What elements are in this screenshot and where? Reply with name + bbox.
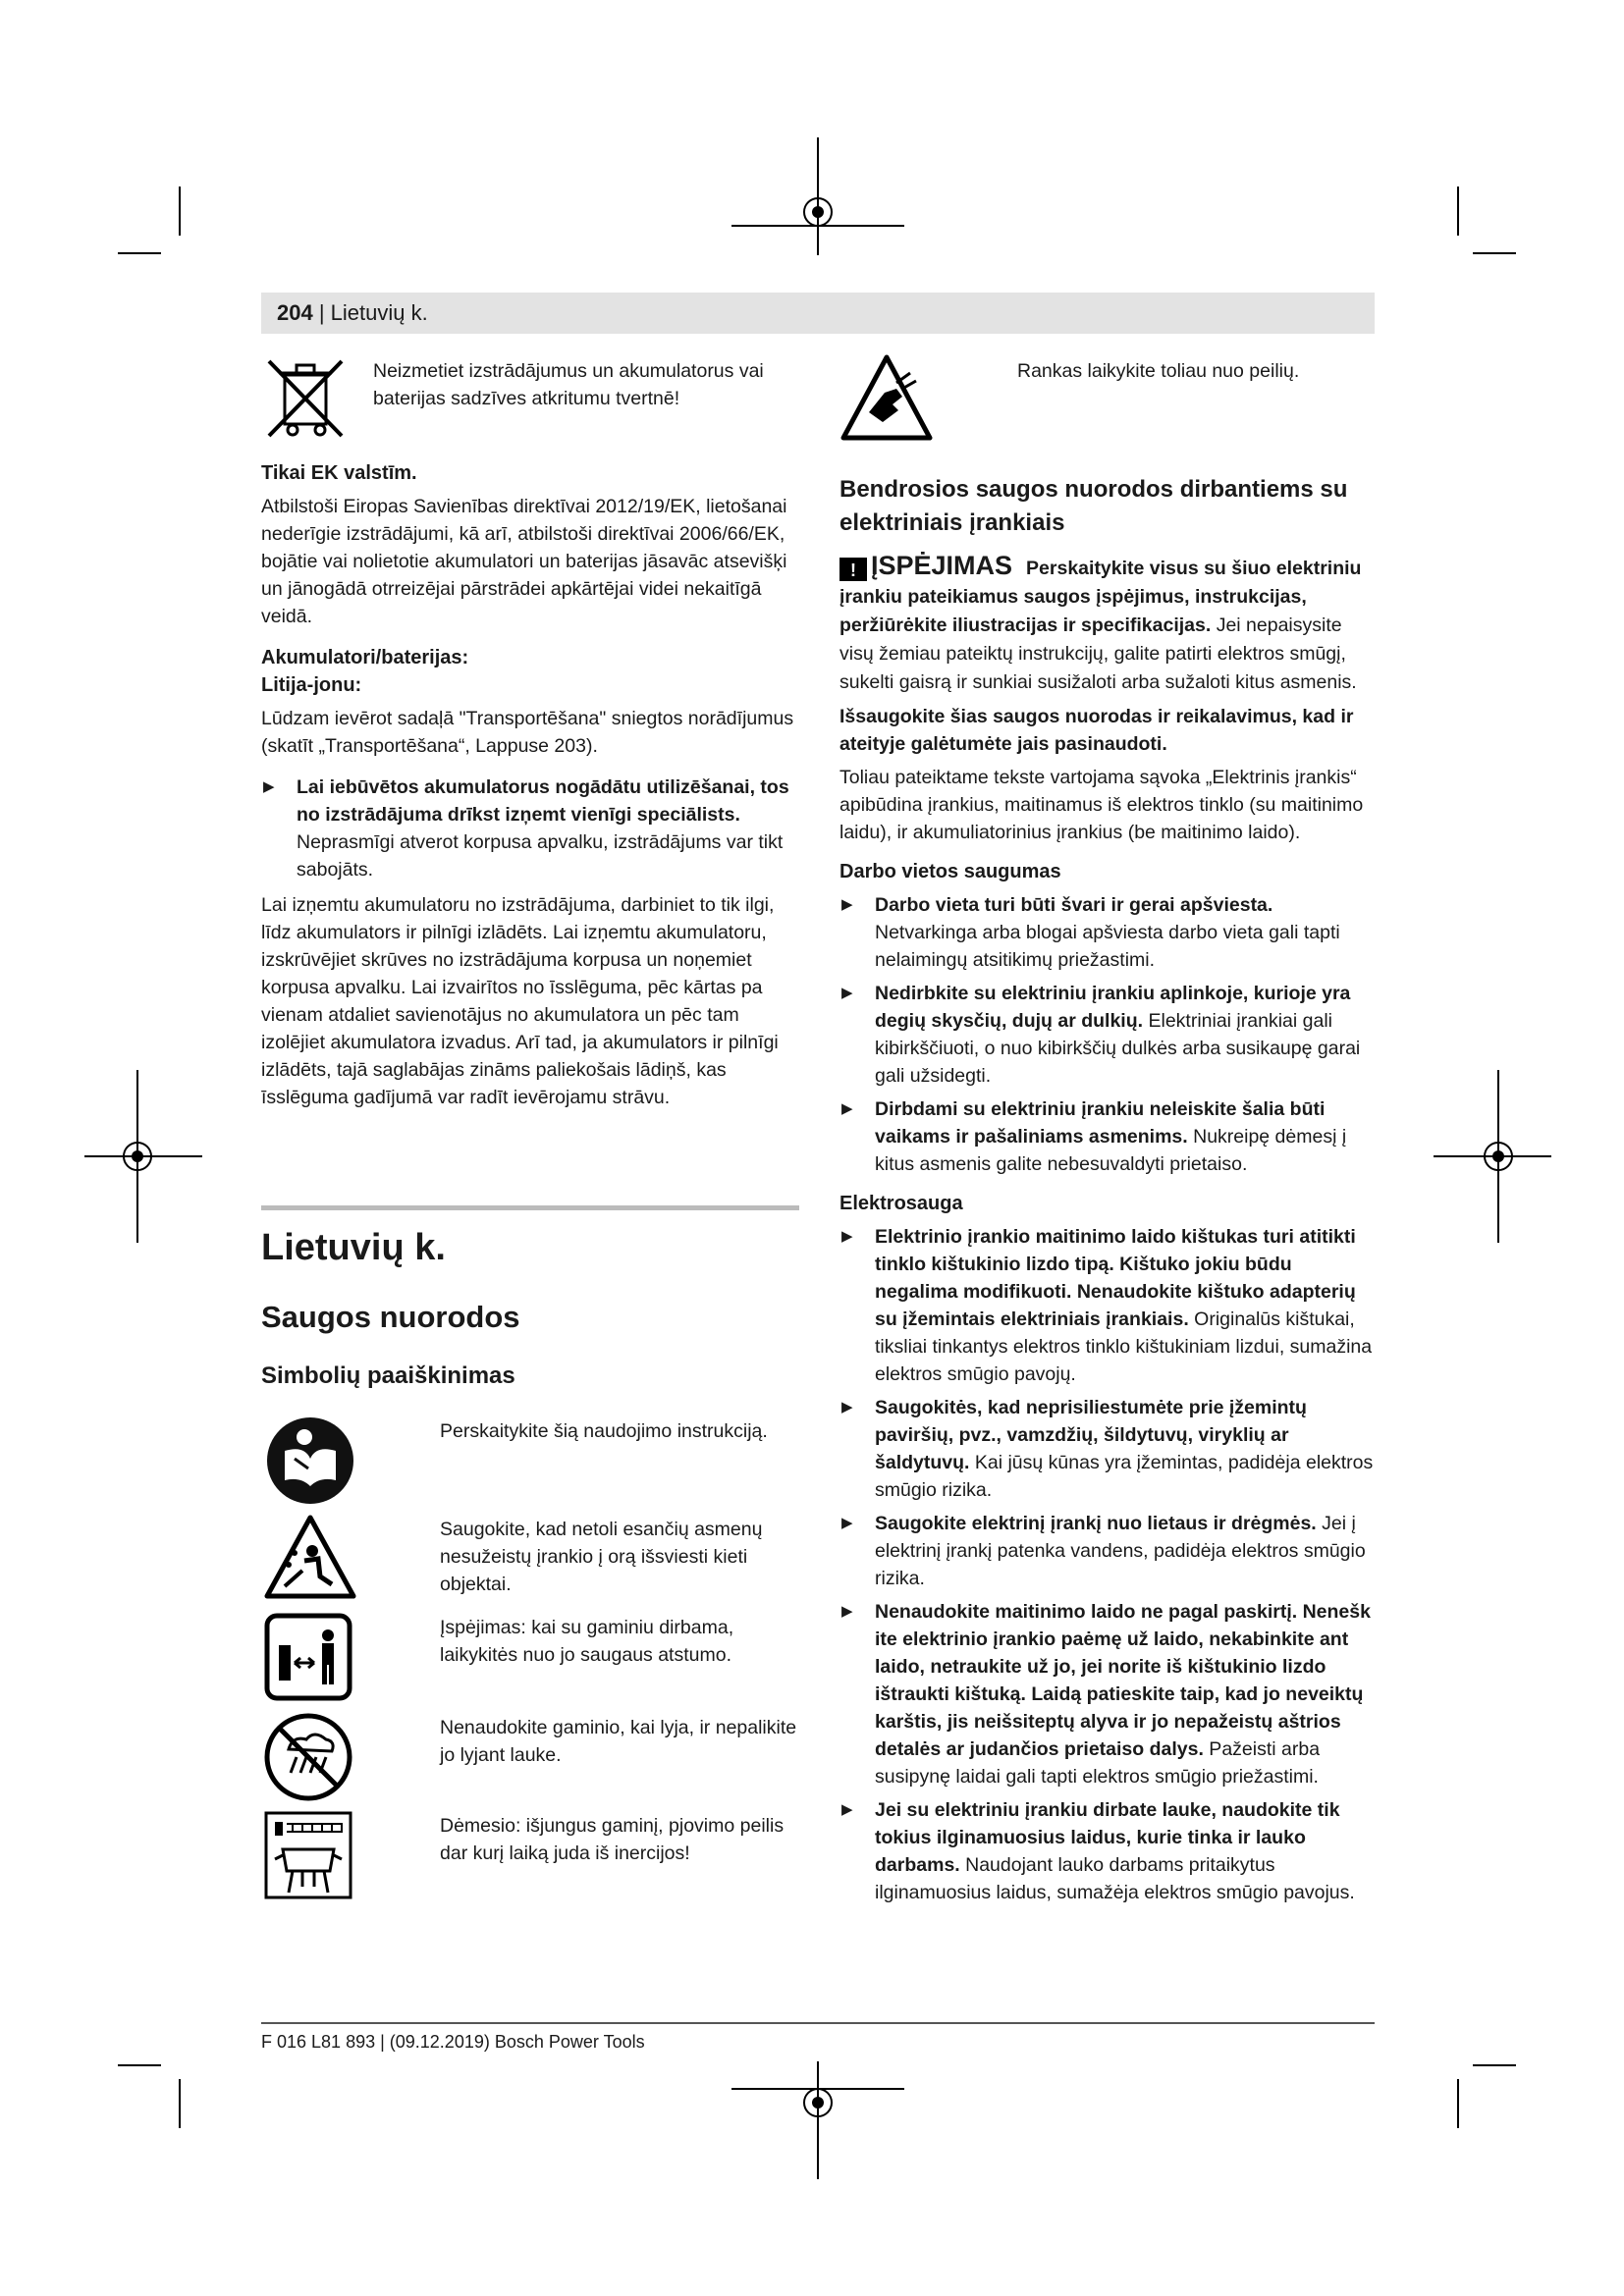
bullet-text: Nukreipę dėmesį į kitus asmenis galite nebesuvaldyti prietaiso. bbox=[875, 1126, 1347, 1175]
batteries-heading: Akumulatori/baterijas: bbox=[261, 647, 469, 668]
electrical-bullet bbox=[839, 1223, 1378, 1388]
language-title: Lietuvių k. bbox=[261, 1227, 446, 1268]
warning-label-text: ĮSPĖJIMAS bbox=[871, 551, 1013, 580]
workplace-bullet bbox=[839, 891, 1378, 974]
warning-bold-text: Perskaitykite visus su šiuo elektriniu įrankiu pateikiamus saugos įspėjimus, instrukcijas, peržiūrėkite iliustracijas ir specifikacijas. bbox=[839, 558, 1362, 636]
electrical-bullet bbox=[839, 1394, 1378, 1504]
bullet-bold-text: Elektrinio įrankio maitinimo laido kištukas turi atitikti tinklo kištukinio lizdo tipą. Kištuko jokiu būdu negalima modifikuoti. Nenaudokite kištuko adapterių su įžemintais elektriniais įrankiais. bbox=[875, 1226, 1356, 1330]
registration-mark-icon bbox=[731, 137, 904, 255]
page-header-text: 204 | Lietuvių k. bbox=[277, 300, 428, 325]
bullet-bold-text: Nenaudokite maitinimo laido ne pagal paskirtį. Nenešk ite elektrinio įrankio paėmę už laido, nekabinkite ant laido, netraukite už jo, jei norite iš kištukinio lizdo ištraukti kištuką. Laidą patieskite taip, kad jo neveiktų karštis, jis neišsiteptų alyva ir jo nepažeistų aštrios detalės ar judančios prietaiso dalys. bbox=[875, 1601, 1371, 1760]
eu-only-text: Atbilstoši Eiropas Savienības direktīvai 2012/19/EK, lietošanai nederīgie izstrādājumi, kā arī, atbilstoši direktīvai 2006/66/EK, bojātie vai nolietotie akumulatori un baterijas jāsavāc atsevišķi un jānogādā otrreizējai pārstrādei apkārtējai videi nekaitīgā veidā. bbox=[261, 496, 787, 627]
page-number: 204 bbox=[277, 300, 313, 325]
read-manual-icon bbox=[265, 1415, 355, 1506]
electrical-bullet bbox=[839, 1796, 1378, 1906]
removal-text: Lai izņemtu akumulatoru no izstrādājuma, darbiniet to tik ilgi, līdz akumulators ir pilnīgi izlādēts. Lai izņemtu akumulatoru, izskrūvējiet skrūves no izstrādājuma korpusa un noņemiet korpusa apvalku. Lai izvairītos no īsslēguma, pēc kārtas pa vienam atdaliet savienotājus no akumulatora un pēc tam izolējiet akumulatora izvadus. Arī tad, ja akumulators ir pilnīgi izlādēts, tajā saglabājas zināms paliekošais lādiņš, kas īsslēguma gadījumā var radīt ievērojamu strāvu. bbox=[261, 894, 779, 1108]
workplace-heading: Darbo vietos saugumas bbox=[839, 861, 1061, 882]
crop-mark bbox=[1457, 2079, 1459, 2128]
bullet-text: Naudojant lauko darbams pritaikytus ilginamuosius laidus, sumažėja elektros smūgio pavojus. bbox=[875, 1854, 1355, 1903]
warning-block bbox=[839, 552, 1378, 697]
symbols-title: Simbolių paaiškinimas bbox=[261, 1362, 515, 1389]
symbol-row bbox=[261, 1512, 799, 1606]
crop-mark bbox=[179, 187, 181, 236]
symbol-row bbox=[261, 1414, 799, 1502]
workplace-bullet bbox=[839, 980, 1378, 1090]
registration-mark-icon bbox=[84, 1070, 202, 1243]
keep-instructions-text: Išsaugokite šias saugos nuorodas ir reikalavimus, kad ir ateityje galėtumėte jais pasinaudoti. bbox=[839, 706, 1354, 755]
bullet-text: Originalūs kištukai, tiksliai tinkantys elektros tinklo kištukiniam lizdui, sumažina elektros smūgio pavojų. bbox=[875, 1308, 1373, 1385]
weee-bin-icon bbox=[261, 353, 350, 442]
registration-mark-icon bbox=[1434, 1070, 1551, 1243]
term-definition-text: Toliau pateiktame tekste vartojama sąvoka „Elektrinis įrankis“ apibūdina įrankius, maitinamus iš elektros tinklo (su maitinimo laidu), ir akumuliatorinius įrankius (be maitinimo laido). bbox=[839, 767, 1364, 843]
electrical-heading: Elektrosauga bbox=[839, 1193, 963, 1214]
bullet-bold-text: Lai iebūvētos akumulatorus nogādātu utilizēšanai, tos no izstrādājuma drīkst izņemt vienīgi speciālists. bbox=[297, 776, 789, 826]
bullet-bold-text: Saugokitės, kad neprisiliestumėte prie įžemintų paviršių, pvz., vamzdžių, šildytuvų, viryklių ar šaldytuvų. bbox=[875, 1397, 1307, 1473]
safety-title: Saugos nuorodos bbox=[261, 1300, 520, 1334]
page-footer: F 016 L81 893 | (09.12.2019) Bosch Power Tools bbox=[261, 2032, 645, 2052]
bullet-bold-text: Saugokite elektrinį įrankį nuo lietaus ir drėgmės. bbox=[875, 1513, 1317, 1534]
blade-hand-warning-icon bbox=[839, 353, 934, 444]
symbol-text: Saugokite, kad netoli esančių asmenų nesužeistų įrankio į orą išsviesti kieti objektai. bbox=[440, 1519, 763, 1595]
crop-mark bbox=[179, 2079, 181, 2128]
warning-label bbox=[839, 551, 1012, 580]
symbol-row bbox=[261, 1808, 799, 1902]
symbol-row bbox=[261, 1710, 799, 1804]
symbol-text: Įspėjimas: kai su gaminiu dirbama, laikykitės nuo jo saugaus atstumo. bbox=[440, 1617, 734, 1666]
bullet-bold-text: Jei su elektriniu įrankiu dirbate lauke, naudokite tik tokius ilginamuosius laidus, kurie tinka ir lauko darbams. bbox=[875, 1799, 1340, 1876]
blade-inertia-icon bbox=[263, 1810, 353, 1900]
eu-only-heading: Tikai EK valstīm. bbox=[261, 462, 417, 484]
warning-text: Jei nepaisysite visų žemiau pateiktų instrukcijų, galite patirti elektros smūgį, sukelti gaisrą ir sunkiai susižaloti arba sužaloti kitus asmenis. bbox=[839, 614, 1357, 693]
blade-hand-text: Rankas laikykite toliau nuo peilių. bbox=[1017, 360, 1300, 382]
battery-removal-bullet bbox=[261, 774, 799, 883]
flying-objects-warning-icon bbox=[263, 1514, 357, 1602]
electrical-bullet bbox=[839, 1598, 1378, 1790]
weee-text: Neizmetiet izstrādājumus un akumulatorus vai baterijas sadzīves atkritumu tvertnē! bbox=[373, 360, 764, 409]
section-divider bbox=[261, 1205, 799, 1210]
crop-mark bbox=[118, 252, 161, 254]
symbol-text: Perskaitykite šią naudojimo instrukciją. bbox=[440, 1420, 768, 1442]
bullet-bold-text: Dirbdami su elektriniu įrankiu neleiskite šalia būti vaikams ir pašaliniams asmenims. bbox=[875, 1098, 1326, 1148]
general-heading: Bendrosios saugos nuorodos dirbantiems su elektriniais įrankiais bbox=[839, 476, 1348, 536]
page-header bbox=[261, 293, 1375, 334]
crop-mark bbox=[1473, 2064, 1516, 2066]
bullet-text: Netvarkinga arba blogai apšviesta darbo vieta gali tapti nelaimingų atsitikimų priežastimi. bbox=[875, 922, 1340, 971]
registration-mark-icon bbox=[731, 2061, 904, 2179]
crop-mark bbox=[118, 2064, 161, 2066]
bullet-text: Jei į elektrinį įrankį patenka vandens, padidėja elektros smūgio rizika. bbox=[875, 1513, 1366, 1589]
workplace-bullet bbox=[839, 1095, 1378, 1178]
bullet-text: Neprasmīgi atverot korpusa apvalku, izstrādājums var tikt sabojāts. bbox=[297, 831, 784, 881]
electrical-bullet bbox=[839, 1510, 1378, 1592]
safe-distance-icon bbox=[263, 1612, 353, 1702]
symbol-text: Dėmesio: išjungus gaminį, pjovimo peilis dar kurį laiką juda iš inercijos! bbox=[440, 1815, 785, 1864]
footer-divider bbox=[261, 2022, 1375, 2024]
symbol-row bbox=[261, 1610, 799, 1704]
no-rain-icon bbox=[263, 1712, 353, 1802]
li-ion-text: Lūdzam ievērot sadaļā "Transportēšana" sniegtos norādījumus (skatīt „Transportēšana“, Lappuse 203). bbox=[261, 708, 794, 757]
crop-mark bbox=[1457, 187, 1459, 236]
bullet-text: Elektriniai įrankiai gali kibirkščiuoti, o nuo kibirkščių dulkės arba susikaupę garai gali užsidegti. bbox=[875, 1010, 1361, 1087]
symbol-text: Nenaudokite gaminio, kai lyja, ir nepalikite jo lyjant lauke. bbox=[440, 1717, 797, 1766]
crop-mark bbox=[1473, 252, 1516, 254]
bullet-bold-text: Darbo vieta turi būti švari ir gerai apšviesta. bbox=[875, 894, 1273, 916]
warning-triangle-icon: ! bbox=[839, 558, 867, 581]
bullet-text: Kai jūsų kūnas yra įžemintas, padidėja elektros smūgio rizika. bbox=[875, 1452, 1374, 1501]
header-section: Lietuvių k. bbox=[330, 300, 428, 325]
li-ion-heading: Litija-jonu: bbox=[261, 674, 362, 696]
bullet-bold-text: Nedirbkite su elektriniu įrankiu aplinkoje, kurioje yra degių skysčių, dujų ar dulkių. bbox=[875, 983, 1351, 1032]
bullet-text: Pažeisti arba susipynę laidai gali tapti elektros smūgio priežastimi. bbox=[875, 1738, 1321, 1788]
